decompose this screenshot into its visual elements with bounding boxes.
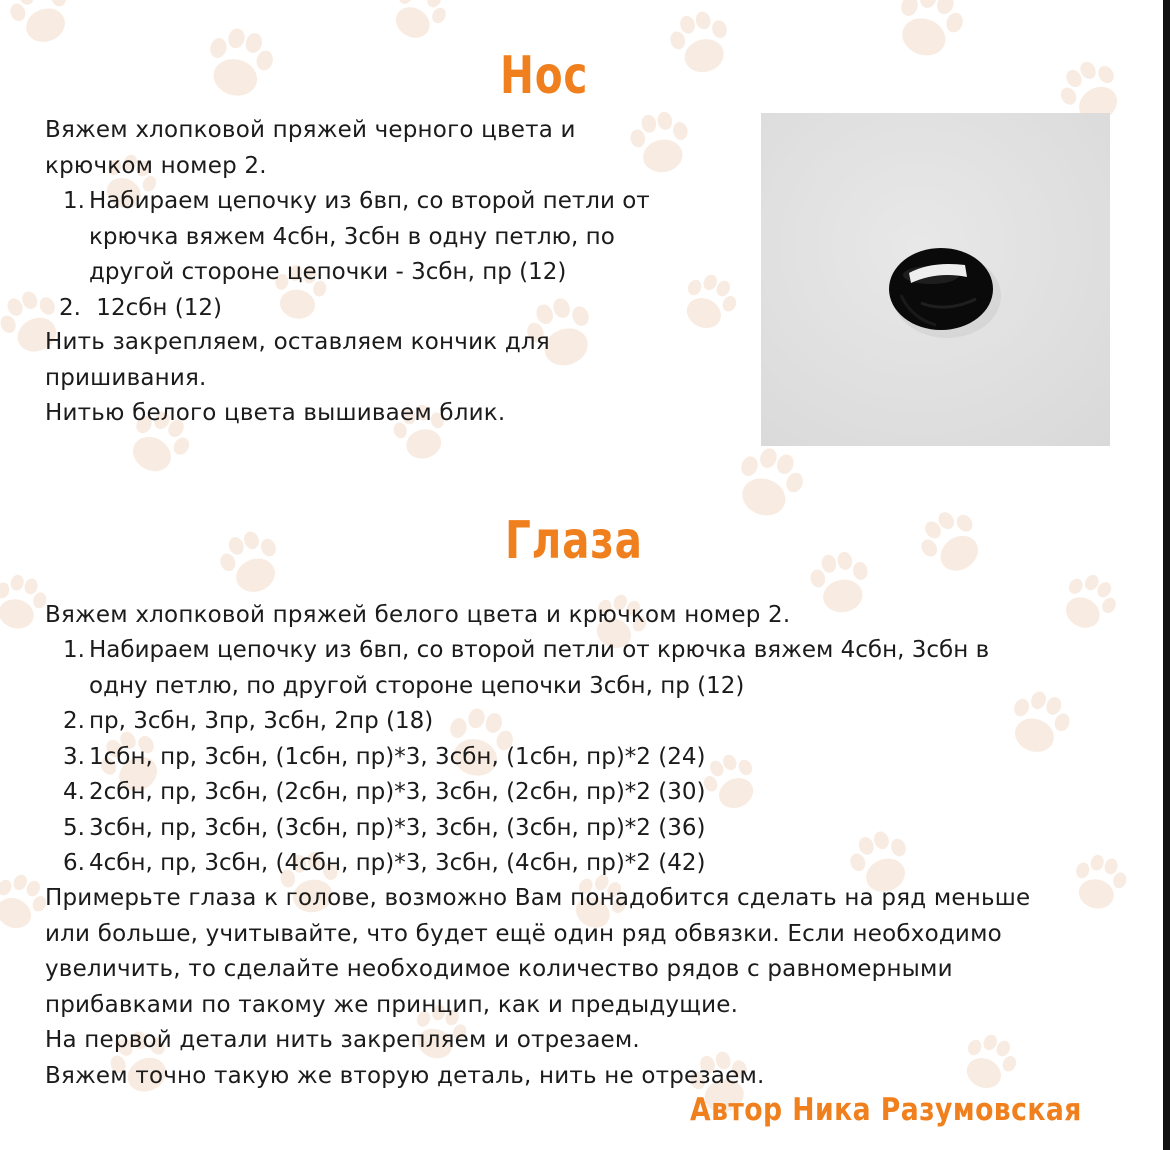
list-item (45, 291, 695, 327)
eyes-outro-line: Примерьте глаза к голове, возможно Вам понадобится сделать на ряд меньше (45, 885, 1031, 911)
eyes-outro-line: Вяжем точно такую же вторую деталь, нить не отрезаем. (45, 1062, 765, 1089)
step-number: 4. (63, 779, 85, 805)
step-number: 3. (63, 743, 85, 770)
list-item (45, 184, 695, 291)
step-line: 1сбн, пр, 3сбн, (1сбн, пр)*3, 3сбн, (1сбн, пр)*2 (24) (89, 743, 706, 770)
window-edge (1163, 0, 1170, 1150)
list-item (45, 740, 1085, 776)
step-number: 6. (63, 850, 85, 876)
nose-steps-list (45, 184, 695, 326)
nose-outro-line: Нить закрепляем, оставляем кончик для (45, 329, 550, 355)
nose-outro-line: Нитью белого цвета вышиваем блик. (45, 400, 506, 426)
eyes-title: Глаза (505, 511, 643, 571)
step-number: 5. (63, 814, 85, 841)
step-number: 2. (63, 708, 85, 734)
step-line: 3сбн, пр, 3сбн, (3сбн, пр)*3, 3сбн, (3сбн, пр)*2 (36) (89, 814, 706, 841)
nose-intro (45, 113, 685, 184)
step-line: Набираем цепочку из 6вп, со второй петли от (89, 188, 650, 214)
crochet-nose-photo (761, 113, 1110, 446)
list-item (45, 633, 1085, 704)
step-line: пр, 3сбн, 3пр, 3сбн, 2пр (18) (89, 708, 434, 734)
step-line: 12сбн (12) (89, 294, 222, 321)
step-line: одну петлю, по другой стороне цепочки 3сбн, пр (12) (89, 672, 745, 699)
nose-intro-line: Вяжем хлопковой пряжей черного цвета и (45, 117, 576, 143)
nose-outro (45, 325, 685, 432)
list-item (45, 811, 1085, 847)
author-signature: Автор Ника Разумовская (690, 1092, 1082, 1128)
crochet-nose-icon (761, 113, 1110, 446)
eyes-intro: Вяжем хлопковой пряжей белого цвета и крючком номер 2. (45, 602, 791, 628)
step-number: 2. (59, 294, 81, 321)
step-number: 1. (63, 188, 85, 214)
nose-outro-line: пришивания. (45, 364, 207, 391)
step-line: Набираем цепочку из 6вп, со второй петли от крючка вяжем 4сбн, 3сбн в (89, 637, 990, 663)
list-item (45, 846, 1085, 882)
eyes-outro-line: или больше, учитывайте, что будет ещё один ряд обвязки. Если необходимо (45, 920, 1002, 947)
nose-intro-line: крючком номер 2. (45, 152, 267, 179)
list-item (45, 704, 1085, 740)
list-item (45, 775, 1085, 811)
nose-title: Нос (500, 46, 589, 106)
step-line: крючка вяжем 4сбн, 3сбн в одну петлю, по (89, 223, 615, 250)
eyes-outro-line: увеличить, то сделайте необходимое количество рядов с равномерными (45, 956, 953, 982)
step-line: 2сбн, пр, 3сбн, (2сбн, пр)*3, 3сбн, (2сбн, пр)*2 (30) (89, 779, 706, 805)
step-line: 4сбн, пр, 3сбн, (4сбн, пр)*3, 3сбн, (4сбн, пр)*2 (42) (89, 850, 706, 876)
eyes-outro (45, 881, 1125, 1094)
eyes-outro-line: На первой детали нить закрепляем и отрезаем. (45, 1027, 640, 1053)
step-number: 1. (63, 637, 85, 663)
step-line: другой стороне цепочки - 3сбн, пр (12) (89, 259, 567, 285)
eyes-steps-list (45, 633, 1085, 882)
eyes-outro-line: прибавками по такому же принцип, как и предыдущие. (45, 991, 739, 1018)
